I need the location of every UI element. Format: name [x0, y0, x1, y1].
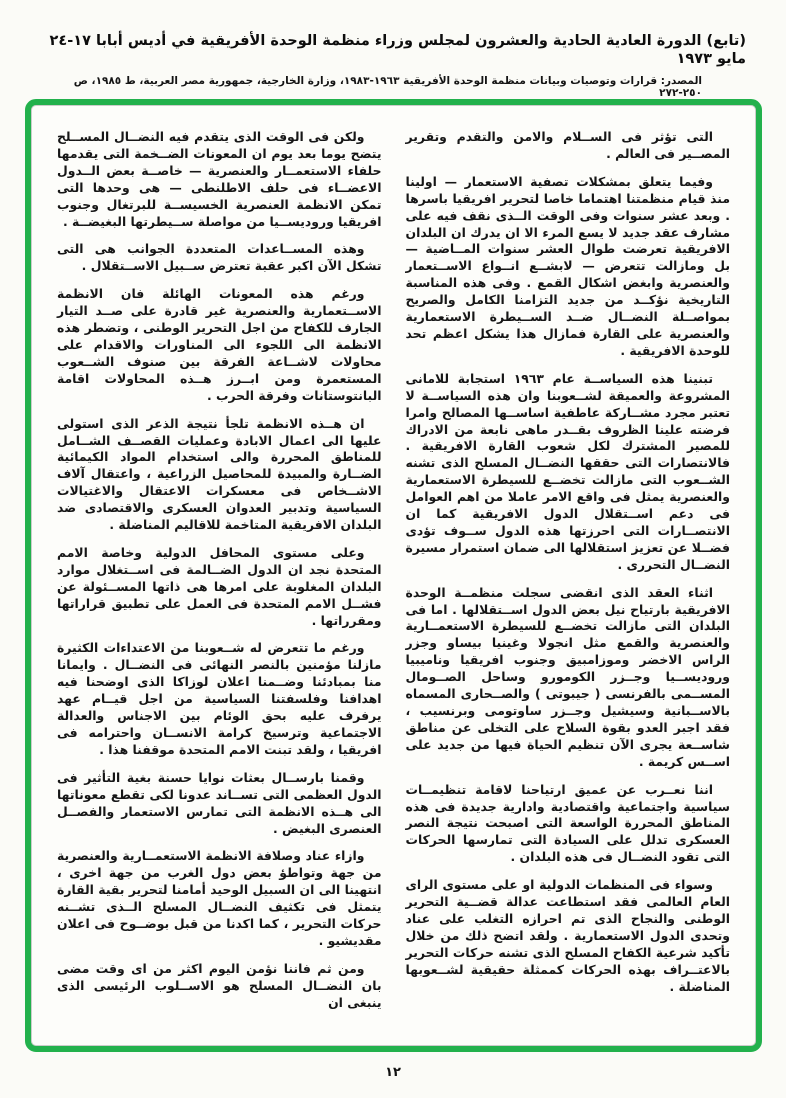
paragraph: وازاء عناد وصلافة الانظمة الاستعمــارية والعنصرية من جهة وتواطؤ بعض دول الغرب من جهة اخرى ، انتهينا الى ان السبيل الوحيد أمامنا لتحرير بقية القارة يتمثل فى تكثيف النضــال المسلح الــذى تشــنه حركات التحرير ، كما اكدنا من قبل بوضــوح فى اعلان مقديشيو . [57, 848, 382, 948]
document-source-line: المصدر: قرارات وتوصيات وبيانات منظمة الوحدة الأفريقية ١٩٦٣-١٩٨٣، وزارة الخارجية، جمهورية مصر العربية، ط ١٩٨٥، ص ٢٥٠-٢٧٢ [73, 75, 702, 100]
paragraph: تبنينا هذه السياســة عام ١٩٦٣ استجابة للامانى المشروعة والعميقة لشــعوبنا وان هذه السياســة لا تعتبر مجرد مشــاركة عاطفية اساســها المصالح وامرا فرضته علينا الظروف بقــدر ماهى نابعة من الادراك للمصير المشترك لكل شعوب القارة الافريقية . فالانتصارات التى حققها النضــال المسلح الذى تشنه الشــعوب التى مازالت تخضــع للسيطرة الاستعمارية والعنصرية يمثل فى واقع الامر عاملا من اهم العوامل فى دعم اســتقلال الدول الافريقية كما ان الانتصــارات التى احرزتها هذه الدول ســوف تؤدى فضــلا عن تعزيز استقلالها الى ضمان استمرار مسيرة النضــال التحررى . [405, 370, 730, 572]
paragraph: وهذه المســاعدات المتعددة الجوانب هى التى تشكل الآن اكبر عقبة تعترض ســبيل الاســتقلال . [57, 241, 382, 274]
paragraph: اننا نعــرب عن عميق ارتياحنا لاقامة تنظيمــات سياسية واجتماعية واقتصادية وادارية جديدة فى هذه المناطق المحررة الواسعة التى اصبحت نتيجة النصر العسكرى تدلل على السيادة التى تمارسها الحركات التى تقود النضــال فى هذه البلدان . [405, 781, 730, 865]
paragraph: ورغم ما تتعرض له شــعوبنا من الاعتداءات الكثيرة مازلنا مؤمنين بالنصر النهائى فى النضــال . وايمانا منا بمبادئنا وضــمنا اعلان لوزاكا الذى اوضحنا فيه اهدافنا وفلسفتنا السياسية من اجل قيــام عهد يرفرف عليه بحق الوئام بين الاجناس والعدالة الاجتماعية وترسيخ كرامة الانســان واحترامه فى افريقيا ، ولقد تبنت الامم المتحدة موقفنا هذا . [57, 640, 382, 757]
column-right [406, 129, 731, 1026]
paragraph: ولكن فى الوقت الذى يتقدم فيه النضــال المســلح يتضح يوما بعد يوم ان المعونات الضــخمة التى يقدمها حلفاء الاستعمــار والعنصرية — خاصــة بعض الــدول الاعضــاء فى حلف الاطلنطى — هى وحدها التى تمكن الانظمة العنصرية الخسيســة للبرتغال وجنوب افريقيا وروديســيا من مواصلة ســيطرتها البغيضــة . [57, 129, 382, 229]
paragraph: التى تؤثر فى الســلام والامن والتقدم وتقرير المصــير فى العالم . [405, 129, 730, 161]
green-highlight-frame [25, 99, 762, 1052]
column-left [57, 129, 382, 1026]
paragraph: ورغم هذه المعونات الهائلة فان الانظمة الاســتعمارية والعنصرية غير قادرة على صــد التيار الجارف للكفاح من اجل التحرير الوطنى ، وتضطر هذه الانظمة الى اللجوء الى المناورات والاقدام على محاولات لاشــاعة الفرقة بين صنوف الشــعوب المستعمرة ومن ابــرز هــذه المحاولات اقامة البانتوستانات وفرقة الحرب . [57, 286, 382, 403]
paragraph: وقمنا بارســال بعثات نوايا حسنة بغية التأثير فى الدول العظمى التى تســاند عدونا لكى تقطع معوناتها الى هــذه الانظمة التى تمارس الاستعمار والفصــل العنصرى البغيض . [57, 769, 382, 836]
paragraph: وعلى مستوى المحافل الدولية وخاصة الامم المتحدة نجد ان الدول الضــالمة فى اســتغلال موارد البلدان المغلوبة على امرها هى ذاتها المســئولة عن فشــل الامم المتحدة فى العمل على تطبيق قراراتها ومقرراتها . [57, 544, 382, 628]
paragraph: وسواء فى المنظمات الدولية او على مستوى الراى العام العالمى فقد استطاعت عدالة قضــية التحرير الوطنى والنجاح الذى تم احرازه التغلب على عناد وتحدى الدول الاستعمارية . ولقد اتضح ذلك من خلال تأكيد شرعية الكفاح المسلح الذى تشنه حركات التحرير بالاعتــراف بهذه الحركات كممثلة حقيقية لشــعوبها المناضلة . [405, 877, 730, 994]
paragraph: ان هــذه الانظمة تلجأ نتيجة الذعر الذى استولى عليها الى اعمال الابادة وعمليات القصــف الشــامل للمناطق المحررة والى استخدام المواد الكيمائية الضــارة والمبيدة للمحاصيل الزراعية ، واعتقال آلاف الاشــخاص فى معسكرات الاعتقال والاغتيالات السياسية وتدبير العدوان العسكرى والاقتصادى ضد البلدان الافريقية المتاخمة للاقاليم المناضلة . [57, 415, 382, 533]
paragraph: اثناء العقد الذى انقضى سجلت منظمــة الوحدة الافريقية بارتياح نيل بعض الدول اســتقلالها . اما فى البلدان التى مازالت تخضــع للسيطرة الاستعمــارية والعنصرية والقمع مثل انجولا وغينيا بيساو وجزر الراس الاخضر وموزامبيق وجنوب افريقيا وناميبيا وروديســيا وجــزر الكومورو وساحل الصــومال المســمى بالفرنسى ( جيبوتى ) والصــحارى المسماه بالاســبانية وسيشيل وجــزر ساوتومى وبرنسيب ، فقد اجبر العدو بقوة السلاح على التخلى عن مناطق شاســعة يجرى الآن تنظيم الحياة فيها من جديد على اســس كريمة . [405, 584, 730, 769]
paragraph: وفيما يتعلق بمشكلات تصفية الاستعمار — اولينا منذ قيام منظمتنا اهتماما خاصا لتحرير افريقيا باسرها . وبعد عشر سنوات وفى الوقت الــذى نقف فيه على مشارف عقد جديد لا يسع المرء الا ان يدرك ان البلدان الافريقية تعرضت طوال العشر سنوات المــاضية — بل ومازالت تتعرض — لابشــع انــواع الاســتعمار والعنصرية وابغض اشكال القمع . وفى هذه المناسبة التاريخية نؤكــد من جديد التزامنا الكامل والصريح بمواصــلة النضــال ضــد الســيطرة الاستعمارية والعنصرية على القارة فمازال هذا يشكل اعظم تحد للوحدة الافريقية . [405, 173, 730, 358]
page-number: ١٢ [385, 1065, 401, 1080]
two-column-text-area [31, 105, 756, 1046]
document-title: (تابع) الدورة العادية الحادية والعشرون لمجلس وزراء منظمة الوحدة الأفريقية في أديس أبابا ١٧-٢٤ مايو ١٩٧٣ [49, 33, 746, 68]
document-header [38, 32, 746, 99]
paragraph: ومن ثم فاننا نؤمن اليوم اكثر من اى وقت مضى بان النضــال المسلح هو الاســلوب الرئيسى الذى ينبغى ان [57, 960, 382, 1010]
